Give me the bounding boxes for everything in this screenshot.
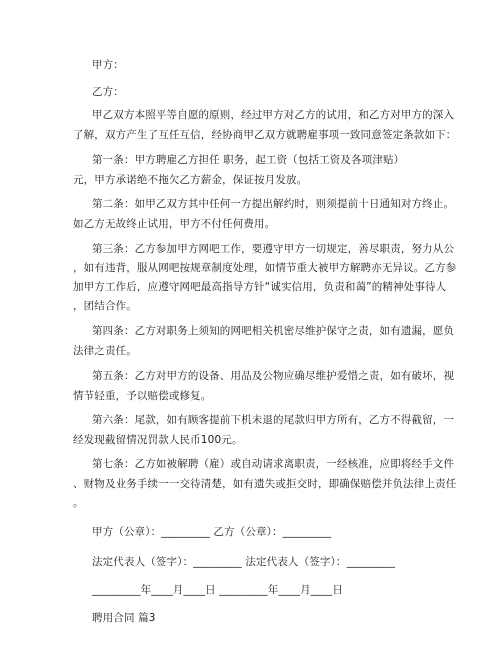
clause-1-line-2: 元，甲方承诺绝不拖欠乙方薪金，保证按月发放。 [73, 174, 308, 186]
party-b-label: 乙方： [92, 86, 124, 98]
next-section-title: 聘用合同 篇3 [92, 612, 156, 624]
clause-4-line-1: 第四条：乙方对职务上须知的网吧相关机密尽维护保守之责，如有遗漏，愿负 [92, 325, 455, 337]
seal-line: 甲方（公章）：_________ 乙方（公章）：_________ [92, 526, 332, 538]
date-line: _________年____月____日 _________年____月____日 [92, 584, 343, 596]
clause-3-line-4: ，团结合作。 [73, 300, 137, 312]
clause-2-line-2: 如乙方无故终止试用，甲方不付任何费用。 [73, 218, 276, 230]
clause-5-line-1: 第五条：乙方对甲方的设备、用品及公物应确尽维护爱惜之责，如有破坏，视 [92, 370, 455, 382]
clause-6-line-1: 第六条：尾款，如有顾客提前下机未退的尾款归甲方所有，乙方不得截留，一 [92, 414, 455, 426]
party-a-label: 甲方： [92, 59, 124, 71]
preamble-line-1: 甲乙双方本照平等自愿的原则，经过甲方对乙方的试用，和乙方对甲方的深入 [92, 109, 455, 121]
clause-1-line-1: 第一条：甲方聘雇乙方担任 职务，起工资（包括工资及各项津贴） [92, 154, 405, 166]
clause-4-line-2: 法律之责任。 [73, 345, 137, 357]
preamble-line-2: 了解，双方产生了互任互信，经协商甲乙双方就聘雇事项一致同意签定条款如下： [73, 129, 457, 141]
clause-7-line-3: 。 [73, 497, 84, 509]
clause-5-line-2: 情节轻重，予以赔偿或修复。 [73, 390, 212, 402]
clause-7-line-2: 、财物及业务手续一一交待清楚，如有遗失或拒交时，即确保赔偿并负法律上责任 [73, 478, 457, 490]
representative-signature-line: 法定代表人（签字）：_________ 法定代表人（签字）：_________ [92, 556, 396, 568]
clause-6-line-2: 经发现截留情况罚款人民币100元。 [73, 434, 243, 446]
clause-3-line-3: 加甲方工作后，应遵守网吧最高指导方针“诚实信用，负责和蔼”的精神处事待人 [73, 281, 447, 293]
clause-3-line-2: ，如有违背，服从网吧按规章制度处理，如情节重大被甲方解聘亦无异议。乙方参 [73, 262, 457, 274]
clause-2-line-1: 第二条：如甲乙双方其中任何一方提出解约时，则须提前十日通知对方终止。 [92, 198, 455, 210]
clause-7-line-1: 第七条：乙方如被解聘（雇）或自动请求离职责，一经核准，应即将经手文件 [92, 458, 455, 470]
clause-3-line-1: 第三条：乙方参加甲方网吧工作，要遵守甲方一切规定，善尽职责，努力从公 [92, 243, 455, 255]
